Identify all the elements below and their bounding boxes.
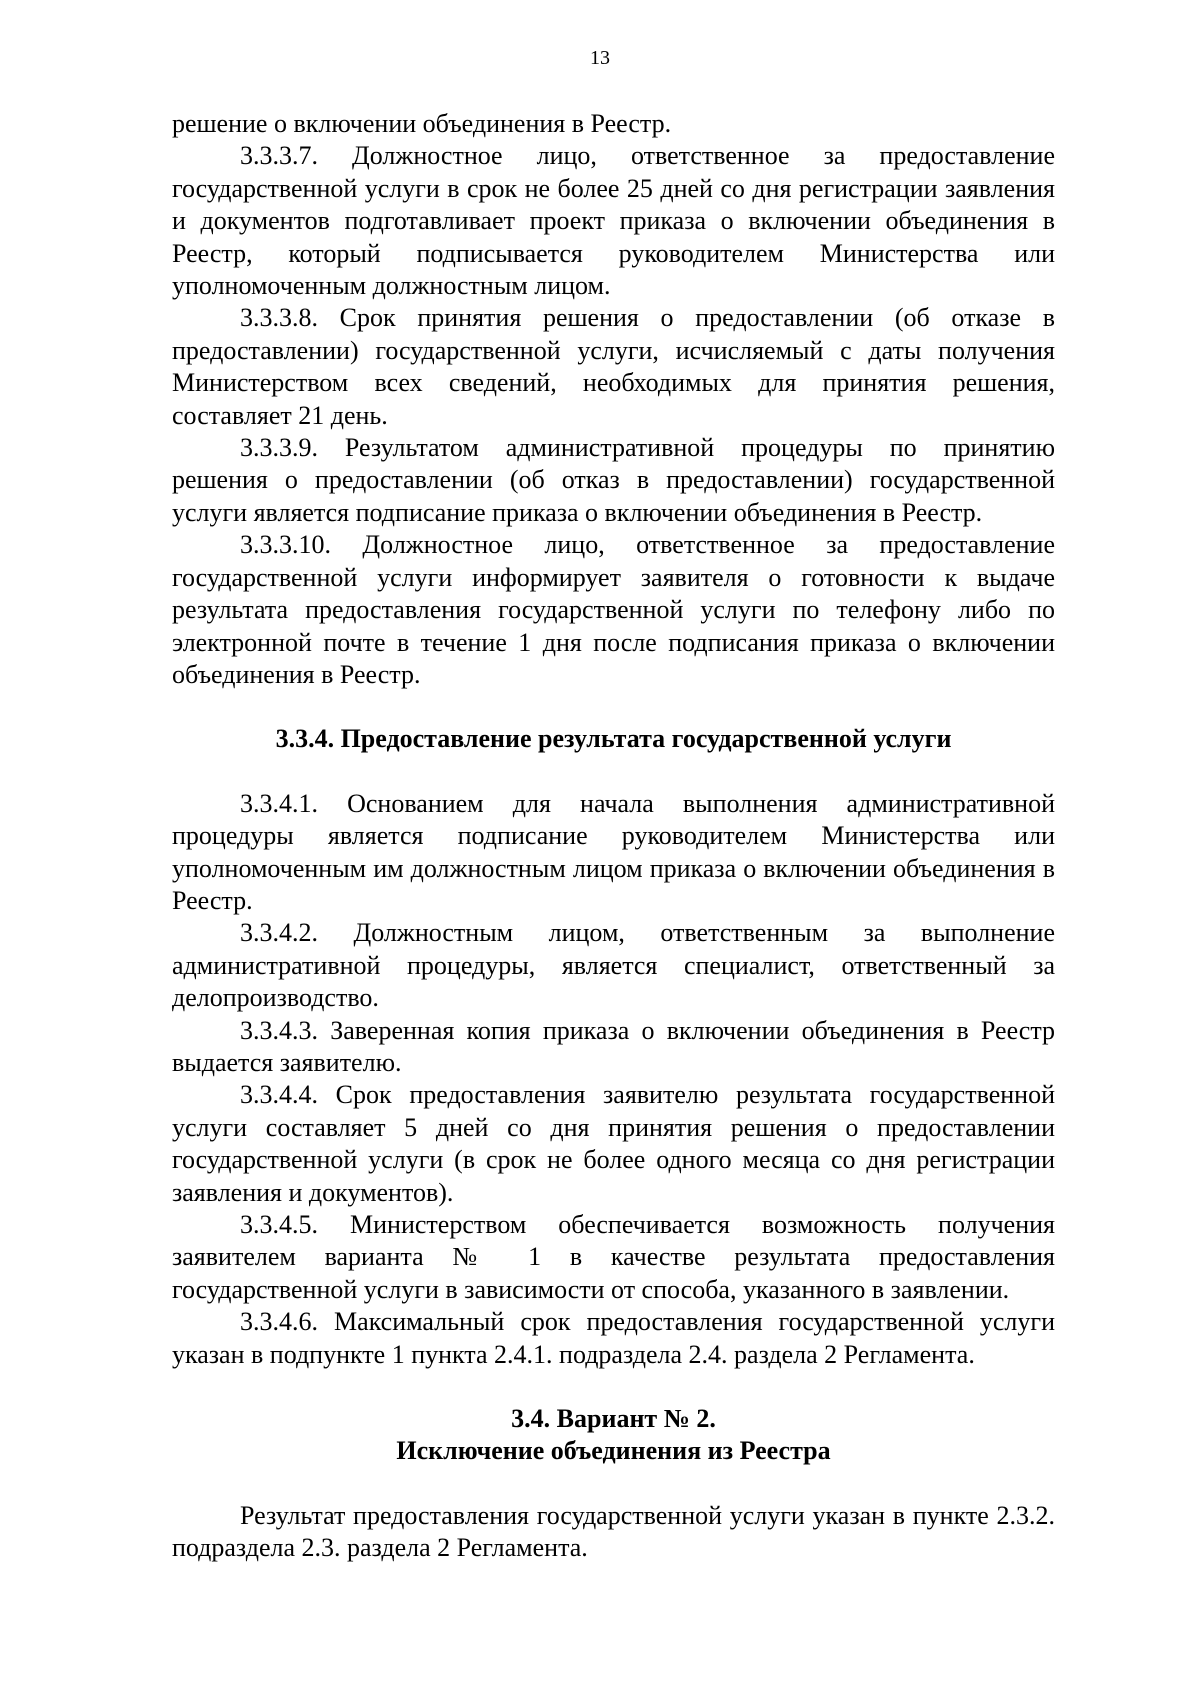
paragraph-3-3-4-5: 3.3.4.5. Министерством обеспечивается возможность получения заявителем варианта № 1 в качестве результата предоставления государственной услуги в зависимости от способа, указанного в заявлении. bbox=[172, 1210, 1055, 1304]
paragraph-3-3-4-2: 3.3.4.2. Должностным лицом, ответственным за выполнение административной процедуры, является специалист, ответственный за делопроизводство. bbox=[172, 918, 1055, 1013]
paragraph: решение о включении объединения в Реестр. bbox=[172, 109, 672, 138]
page-number: 13 bbox=[590, 47, 610, 69]
paragraph-3-3-3-10: 3.3.3.10. Должностное лицо, ответственное за предоставление государственной услуги информирует заявителя о готовности к выдаче результата предоставления государственной услуги по телефону либо по электронной почте в течение 1 дня после подписания приказа о включении объединения в Реестр. bbox=[172, 530, 1055, 689]
paragraph-3-3-3-7: 3.3.3.7. Должностное лицо, ответственное за предоставление государственной услуги в срок не более 25 дней со дня регистрации заявления и документов подготавливает проект приказа о включении объединения в Реестр, который подписывается руководителем Министерства или уполномоченным должностным лицом. bbox=[172, 141, 1055, 301]
section-heading-line: Исключение объединения из Реестра bbox=[396, 1436, 831, 1466]
document-body bbox=[172, 108, 1055, 1565]
paragraph-3-3-4-3: 3.3.4.3. Заверенная копия приказа о включении объединения в Реестр выдается заявителю. bbox=[172, 1015, 1055, 1077]
paragraph-3-3-4-1: 3.3.4.1. Основанием для начала выполнения административной процедуры является подписание руководителем Министерства или уполномоченным им должностным лицом приказа о включении объединения в Реестр. bbox=[172, 788, 1055, 915]
section-heading-3-4 bbox=[172, 1403, 1055, 1468]
paragraph-3-3-4-6: 3.3.4.6. Максимальный срок предоставления государственной услуги указан в подпункте 1 пункта 2.4.1. подраздела 2.4. раздела 2 Регламента. bbox=[172, 1307, 1055, 1369]
paragraph-3-3-4-4: 3.3.4.4. Срок предоставления заявителю результата государственной услуги составляет 5 дней со дня принятия решения о предоставлении государственной услуги (в срок не более одного месяца со дня регистрации заявления и документов). bbox=[172, 1080, 1055, 1207]
section-heading-line: 3.4. Вариант № 2. bbox=[511, 1404, 716, 1434]
paragraph-3-3-3-9: 3.3.3.9. Результатом административной процедуры по принятию решения о предоставлении (об отказ в предоставлении) государственной услуги является подписание приказа о включении объединения в Реестр. bbox=[172, 433, 1055, 527]
paragraph-result: Результат предоставления государственной услуги указан в пункте 2.3.2. подраздела 2.3. раздела 2 Регламента. bbox=[172, 1500, 1055, 1563]
paragraph-3-3-3-8: 3.3.3.8. Срок принятия решения о предоставлении (об отказе в предоставлении) государственной услуги, исчисляемый с даты получения Министерством всех сведений, необходимых для принятия решения, составляет 21 день. bbox=[172, 303, 1055, 430]
section-heading-3-3-4: 3.3.4. Предоставление результата государственной услуги bbox=[275, 724, 952, 754]
